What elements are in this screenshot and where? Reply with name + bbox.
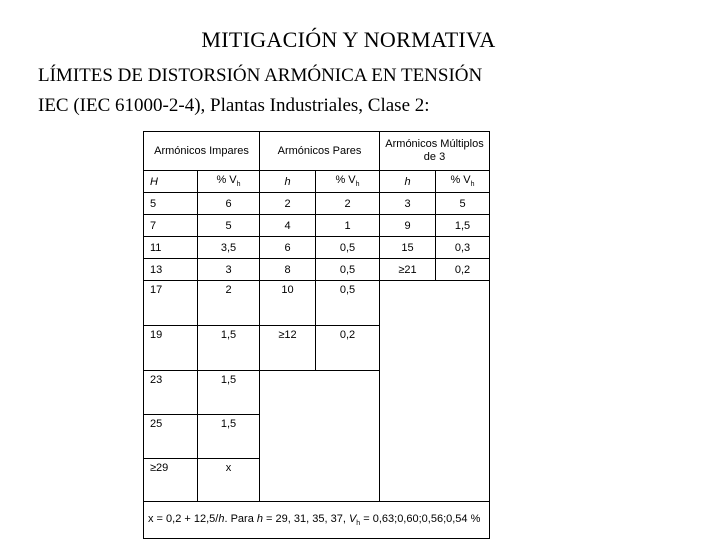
table-cell: ≥29	[144, 459, 198, 502]
table-cell: 6	[198, 193, 260, 215]
subtitle-line-2: IEC (IEC 61000-2-4), Plantas Industriales, Clase 2:	[38, 95, 430, 116]
table-row	[144, 259, 490, 281]
table-cell: 2	[198, 281, 260, 326]
table-cell: 6	[260, 237, 316, 259]
table-cell: 0,2	[316, 326, 380, 371]
table-cell: 3	[198, 259, 260, 281]
table-cell: 17	[144, 281, 198, 326]
col-header-h-odd: H	[144, 171, 198, 193]
table-cell: 11	[144, 237, 198, 259]
table-row	[144, 193, 490, 215]
table-cell: x	[198, 459, 260, 502]
table-cell: 0,2	[436, 259, 490, 281]
table-cell: 1,5	[198, 371, 260, 415]
table-cell: 0,5	[316, 237, 380, 259]
column-header-row	[144, 171, 490, 193]
table-cell: 13	[144, 259, 198, 281]
table-row	[144, 281, 490, 326]
table-cell: 23	[144, 371, 198, 415]
table-cell: 3,5	[198, 237, 260, 259]
table-cell: 2	[260, 193, 316, 215]
table-cell: 0,5	[316, 259, 380, 281]
table-cell: 10	[260, 281, 316, 326]
table-footnote: x = 0,2 + 12,5/h. Para h = 29, 31, 35, 37, $V_h$ = 0,63;0,60;0,56;0,54 %	[144, 502, 490, 539]
col-header-h-triplen: h	[380, 171, 436, 193]
table-cell: 8	[260, 259, 316, 281]
empty-cell	[260, 371, 380, 502]
table-cell: 0,5	[316, 281, 380, 326]
group-header-triplen: Armónicos Múltiplos de 3	[380, 132, 490, 171]
table-cell: 5	[198, 215, 260, 237]
subtitle-line-1: LÍMITES DE DISTORSIÓN ARMÓNICA EN TENSIÓN	[38, 65, 483, 86]
empty-cell	[380, 281, 490, 502]
harmonic-limits-table	[143, 131, 490, 539]
footnote-row	[144, 502, 490, 539]
page-title: MITIGACIÓN Y NORMATIVA	[201, 27, 496, 52]
table-cell: 1,5	[198, 415, 260, 459]
table-cell: 7	[144, 215, 198, 237]
table-cell: 1,5	[436, 215, 490, 237]
group-header-row	[144, 132, 490, 171]
table-row	[144, 237, 490, 259]
table-cell: 1	[316, 215, 380, 237]
table-cell: 5	[436, 193, 490, 215]
table-cell: ≥12	[260, 326, 316, 371]
group-header-odd: Armónicos Impares	[144, 132, 260, 171]
table-cell: 5	[144, 193, 198, 215]
table-cell: 19	[144, 326, 198, 371]
table-cell: 2	[316, 193, 380, 215]
group-header-even: Armónicos Pares	[260, 132, 380, 171]
table-cell: 0,3	[436, 237, 490, 259]
table-cell: 25	[144, 415, 198, 459]
table-cell: ≥21	[380, 259, 436, 281]
table-cell: 1,5	[198, 326, 260, 371]
table-cell: 9	[380, 215, 436, 237]
table-cell: 15	[380, 237, 436, 259]
table-cell: 4	[260, 215, 316, 237]
table-cell: 3	[380, 193, 436, 215]
col-header-v-even: % $V_h$	[316, 171, 380, 193]
table-row	[144, 215, 490, 237]
col-header-h-even: h	[260, 171, 316, 193]
col-header-v-odd: % $V_h$	[198, 171, 260, 193]
col-header-v-triplen: % $V_h$	[436, 171, 490, 193]
